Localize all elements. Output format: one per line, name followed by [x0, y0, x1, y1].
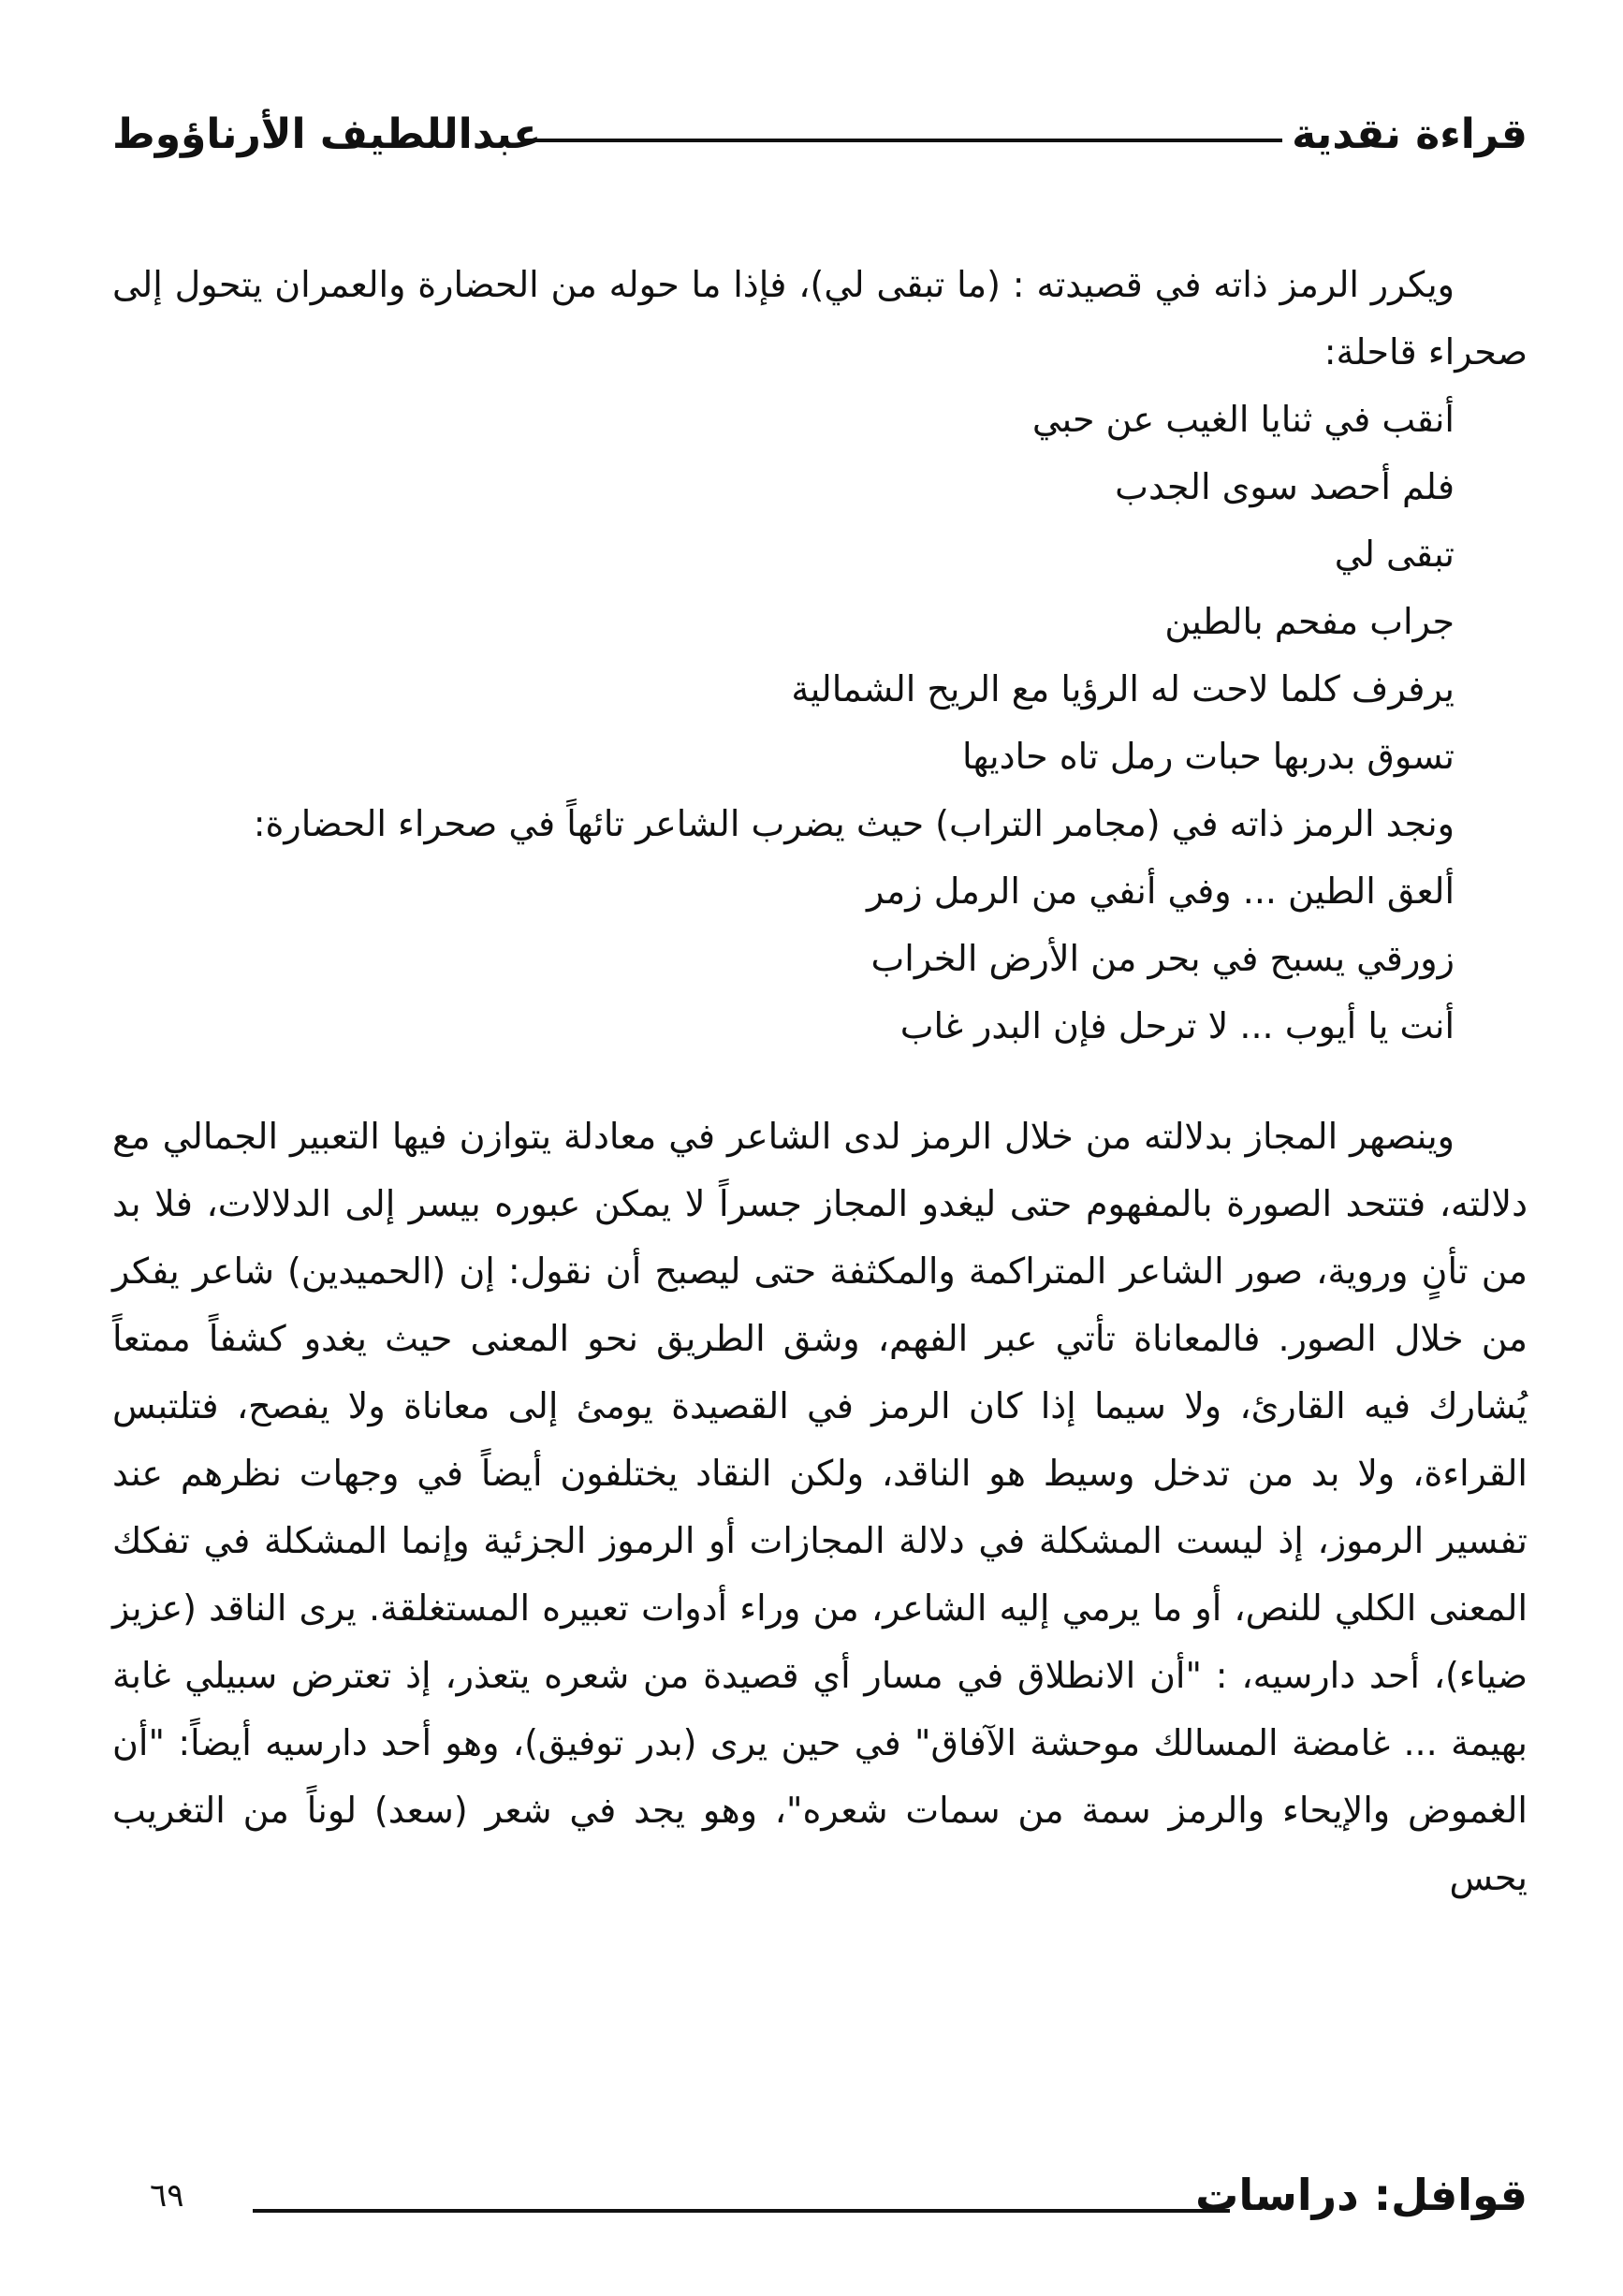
header-rule: [524, 139, 1282, 142]
main-paragraph: وينصهر المجاز بدلالته من خلال الرمز لدى الشاعر في معادلة يتوازن فيها التعبير الجمالي مع دلالته، فتتحد الصورة بالمفهوم حتى ليغدو المجاز جسراً لا يمكن عبوره بيسر إلى الدلالات، فلا بد من تأنٍ وروية، صور الشاعر المتراكمة والمكثفة حتى ليصبح أن نقول: إن (الحميدين) شاعر يفكر من خلال الصور. فالمعاناة تأتي عبر الفهم، وشق الطريق نحو المعنى حيث يغدو كشفاً ممتعاً يُشارك فيه القارئ، ولا سيما إذا كان الرمز في القصيدة يومئ إلى معاناة ولا يفصح، فتلتبس القراءة، ولا بد من تدخل وسيط هو الناقد، ولكن النقاد يختلفون أيضاً في وجهات نظرهم عند تفسير الرموز، إذ ليست المشكلة في دلالة المجازات أو الرموز الجزئية وإنما المشكلة في تفكك المعنى الكلي للنص، أو ما يرمي إليه الشاعر، من وراء أدوات تعبيره المستغلقة. يرى الناقد (عزيز ضياء)، أحد دارسيه، : "أن الانطلاق في مسار أي قصيدة من شعره يتعذر، إذ تعترض سبيلي غابة بهيمة ... غامضة المسالك موحشة الآفاق" في حين يرى (بدر توفيق)، وهو أحد دارسيه أيضاً: "أن الغموض والإيحاء والرمز سمة من سمات شعره"، وهو يجد في شعر (سعد) لوناً من التغريب يحس: [112, 1116, 1528, 1898]
intro-paragraph: ويكرر الرمز ذاته في قصيدته : (ما تبقى لي)، فإذا ما حوله من الحضارة والعمران يتحول إلى صحراء قاحلة:: [112, 264, 1528, 373]
verse-line: ألعق الطين ... وفي أنفي من الرمل زمر: [866, 870, 1455, 912]
verse-line: تبقى لي: [1334, 534, 1455, 575]
verse-line: جراب مفحم بالطين: [1164, 601, 1455, 642]
verse-block-1: [112, 386, 1528, 790]
running-footer: [112, 2170, 1528, 2235]
second-paragraph: ونجد الرمز ذاته في (مجامر التراب) حيث يضرب الشاعر تائهاً في صحراء الحضارة:: [253, 803, 1455, 844]
verse-line: أنت يا أيوب ... لا ترحل فإن البدر غاب: [899, 1005, 1455, 1046]
page-number: ٦٩: [150, 2177, 184, 2215]
verse-line: تسوق بدربها حبات رمل تاه حاديها: [961, 736, 1455, 777]
verse-block-2: [112, 857, 1528, 1060]
verse-line: يرفرف كلما لاحت له الرؤيا مع الريح الشمالية: [791, 668, 1455, 709]
verse-line: فلم أحصد سوى الجدب: [1115, 466, 1455, 507]
running-header: [112, 110, 1528, 176]
verse-line: أنقب في ثنايا الغيب عن حبي: [1031, 399, 1455, 440]
header-author: عبداللطيف الأرناؤوط: [112, 110, 542, 158]
footer-rule: [253, 2209, 1230, 2213]
paragraph-spacer: [112, 1060, 1528, 1103]
header-section-title: قراءة نقدية: [1292, 110, 1528, 158]
verse-line: زورقي يسبح في بحر من الأرض الخراب: [870, 938, 1455, 979]
article-body: [112, 251, 1528, 1911]
footer-journal-title: قوافل: دراسات: [1195, 2170, 1528, 2220]
